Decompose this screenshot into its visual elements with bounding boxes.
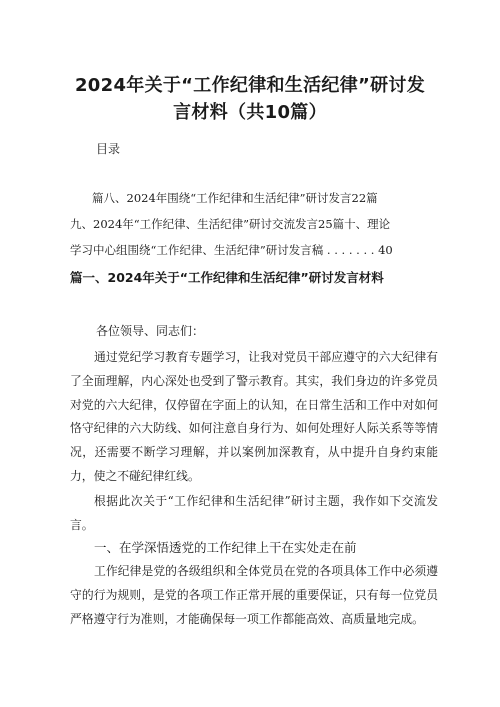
table-of-contents <box>70 185 440 263</box>
toc-line: 九、2024年“工作纪律、生活纪律”研讨交流发言25篇十、理论 <box>70 217 391 231</box>
salutation: 各位领导、同志们： <box>96 324 205 338</box>
subheading: 一、在学深悟透党的工作纪律上干在实处走在前 <box>94 540 357 555</box>
body-paragraph: 工作纪律是党的各级组织和全体党员在党的各项具体工作中必须遵守的行为规则，是党的各项工作正常开展的重要保证，只有每一位党员严格遵守行为准则，才能确保每一项工作都能高效、高质量地完成。 <box>70 564 438 626</box>
body-paragraph: 根据此次关于“工作纪律和生活纪律”研讨主题，我作如下交流发言。 <box>70 494 438 532</box>
body-paragraph: 通过党纪学习教育专题学习，让我对党员干部应遵守的六大纪律有了全面理解，内心深处也受到了警示教育。其实，我们身边的许多党员对党的六大纪律，仅停留在字面上的认知，在日常生活和工作中对如何恪守纪律的六大防线、如何注意自身行为、如何处理好人际关系等等情况，还需要不断学习理解，并以案例加深教育，从中提升自身约束能力，使之不碰纪律红线。 <box>70 350 438 483</box>
document-title <box>70 72 430 126</box>
toc-line: 篇八、2024年围绕“工作纪律和生活纪律”研讨发言22篇 <box>92 191 378 205</box>
toc-label: 目录 <box>96 142 121 156</box>
title-line-2: 言材料（共10篇） <box>173 102 327 123</box>
toc-line: 学习中心组围绕“工作纪律、生活纪律”研讨发言稿 . . . . . . . 40 <box>70 243 393 257</box>
section-heading: 篇一、2024年关于“工作纪律和生活纪律”研讨发言材料 <box>70 270 384 285</box>
title-line-1: 2024年关于“工作纪律和生活纪律”研讨发 <box>74 75 426 96</box>
